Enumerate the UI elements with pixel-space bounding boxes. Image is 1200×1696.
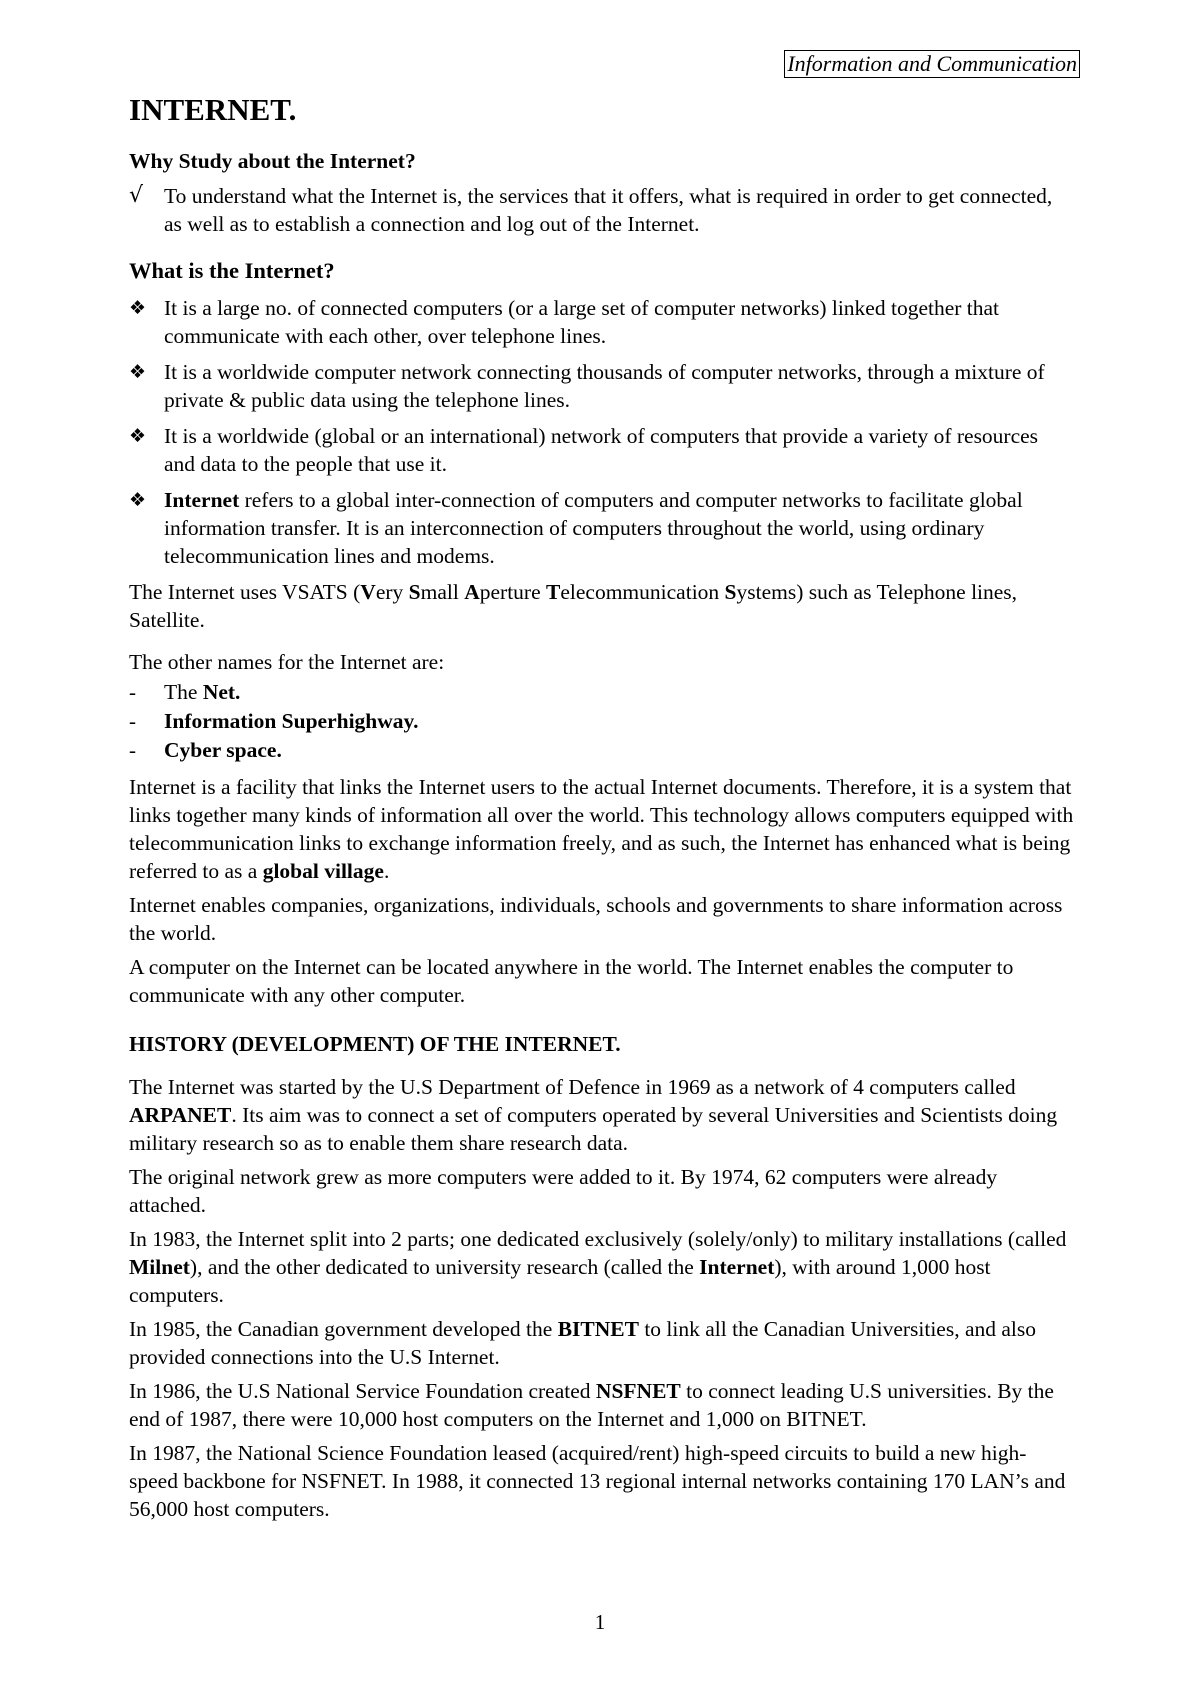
why-heading: Why Study about the Internet? <box>129 149 416 173</box>
what-heading: What is the Internet? <box>129 258 335 283</box>
internet-term: Internet <box>164 488 240 512</box>
history-paragraph: In 1983, the Internet split into 2 parts; one dedicated exclusively (solely/only) to military installations (called Milnet), and the other dedicated to university research (called the Internet), with around 1,000 host computers. <box>129 1227 1067 1307</box>
facility-paragraph: Internet is a facility that links the Internet users to the actual Internet documents. Therefore, it is a system that links together many kinds of information all over the world. This technology allows computers equipped with telecommunication links to exchange information freely, and as such, the Internet has enhanced what is being referred to as a global village. <box>129 775 1074 883</box>
history-paragraph: In 1986, the U.S National Service Foundation created NSFNET to connect leading U.S universities. By the end of 1987, there were 10,000 host computers on the Internet and 1,000 on BITNET. <box>129 1379 1054 1431</box>
dash-marker: - <box>129 709 136 733</box>
what-bullet <box>129 294 1074 350</box>
what-bullet-text: Internet refers to a global inter-connection of computers and computer networks to facilitate global information transfer. It is an interconnection of computers throughout the world, using ordinary telecommunication lines and modems. <box>164 488 1023 568</box>
four-diamond-bullet-icon: ❖ <box>129 297 147 319</box>
dash-marker: - <box>129 738 136 762</box>
vsats-paragraph: The Internet uses VSATS (Very Small Aperture Telecommunication Systems) such as Telephone lines, Satellite. <box>129 580 1018 632</box>
what-bullet <box>129 422 1074 478</box>
history-paragraph: The Internet was started by the U.S Department of Defence in 1969 as a network of 4 computers called ARPANET. Its aim was to connect a set of computers operated by several Universities and Scientists doing military research so as to enable them share research data. <box>129 1075 1058 1155</box>
list-item: - Information Superhighway. <box>129 707 1074 736</box>
what-bullet-text: It is a worldwide computer network connecting thousands of computer networks, through a mixture of private & public data using the telephone lines. <box>164 360 1045 412</box>
other-names-list <box>129 678 1074 765</box>
what-bullet <box>129 486 1074 570</box>
page-title: INTERNET. <box>129 92 297 127</box>
running-header: Information and Communication <box>784 50 1080 78</box>
history-heading: HISTORY (DEVELOPMENT) OF THE INTERNET. <box>129 1032 621 1056</box>
history-paragraph: The original network grew as more computers were added to it. By 1974, 62 computers were already attached. <box>129 1165 998 1217</box>
why-text: To understand what the Internet is, the services that it offers, what is required in order to get connected, as well as to establish a connection and log out of the Internet. <box>164 184 1053 236</box>
list-item: - The Net. <box>129 678 1074 707</box>
four-diamond-bullet-icon: ❖ <box>129 489 147 511</box>
other-names-intro: The other names for the Internet are: <box>129 650 445 674</box>
located-paragraph: A computer on the Internet can be located anywhere in the world. The Internet enables the computer to communicate with any other computer. <box>129 955 1014 1007</box>
what-bullet-text: It is a worldwide (global or an international) network of computers that provide a variety of resources and data to the people that use it. <box>164 424 1039 476</box>
history-paragraph: In 1987, the National Science Foundation leased (acquired/rent) high-speed circuits to build a new high-speed backbone for NSFNET. In 1988, it connected 13 regional internal networks containing 170 LAN’s and 56,000 host computers. <box>129 1441 1066 1521</box>
four-diamond-bullet-icon: ❖ <box>129 361 147 383</box>
checkmark-icon: √ <box>129 183 144 208</box>
dash-marker: - <box>129 680 136 704</box>
list-item: - Cyber space. <box>129 736 1074 765</box>
page-content <box>129 86 1074 1529</box>
four-diamond-bullet-icon: ❖ <box>129 425 147 447</box>
page-number: 1 <box>594 1610 606 1634</box>
history-paragraph: In 1985, the Canadian government developed the BITNET to link all the Canadian Universities, and also provided connections into the U.S Internet. <box>129 1317 1037 1369</box>
what-bullet-text: It is a large no. of connected computers (or a large set of computer networks) linked together that communicate with each other, over telephone lines. <box>164 296 1000 348</box>
what-bullet <box>129 358 1074 414</box>
enables-paragraph: Internet enables companies, organizations, individuals, schools and governments to share information across the world. <box>129 893 1063 945</box>
why-item <box>129 182 1074 238</box>
